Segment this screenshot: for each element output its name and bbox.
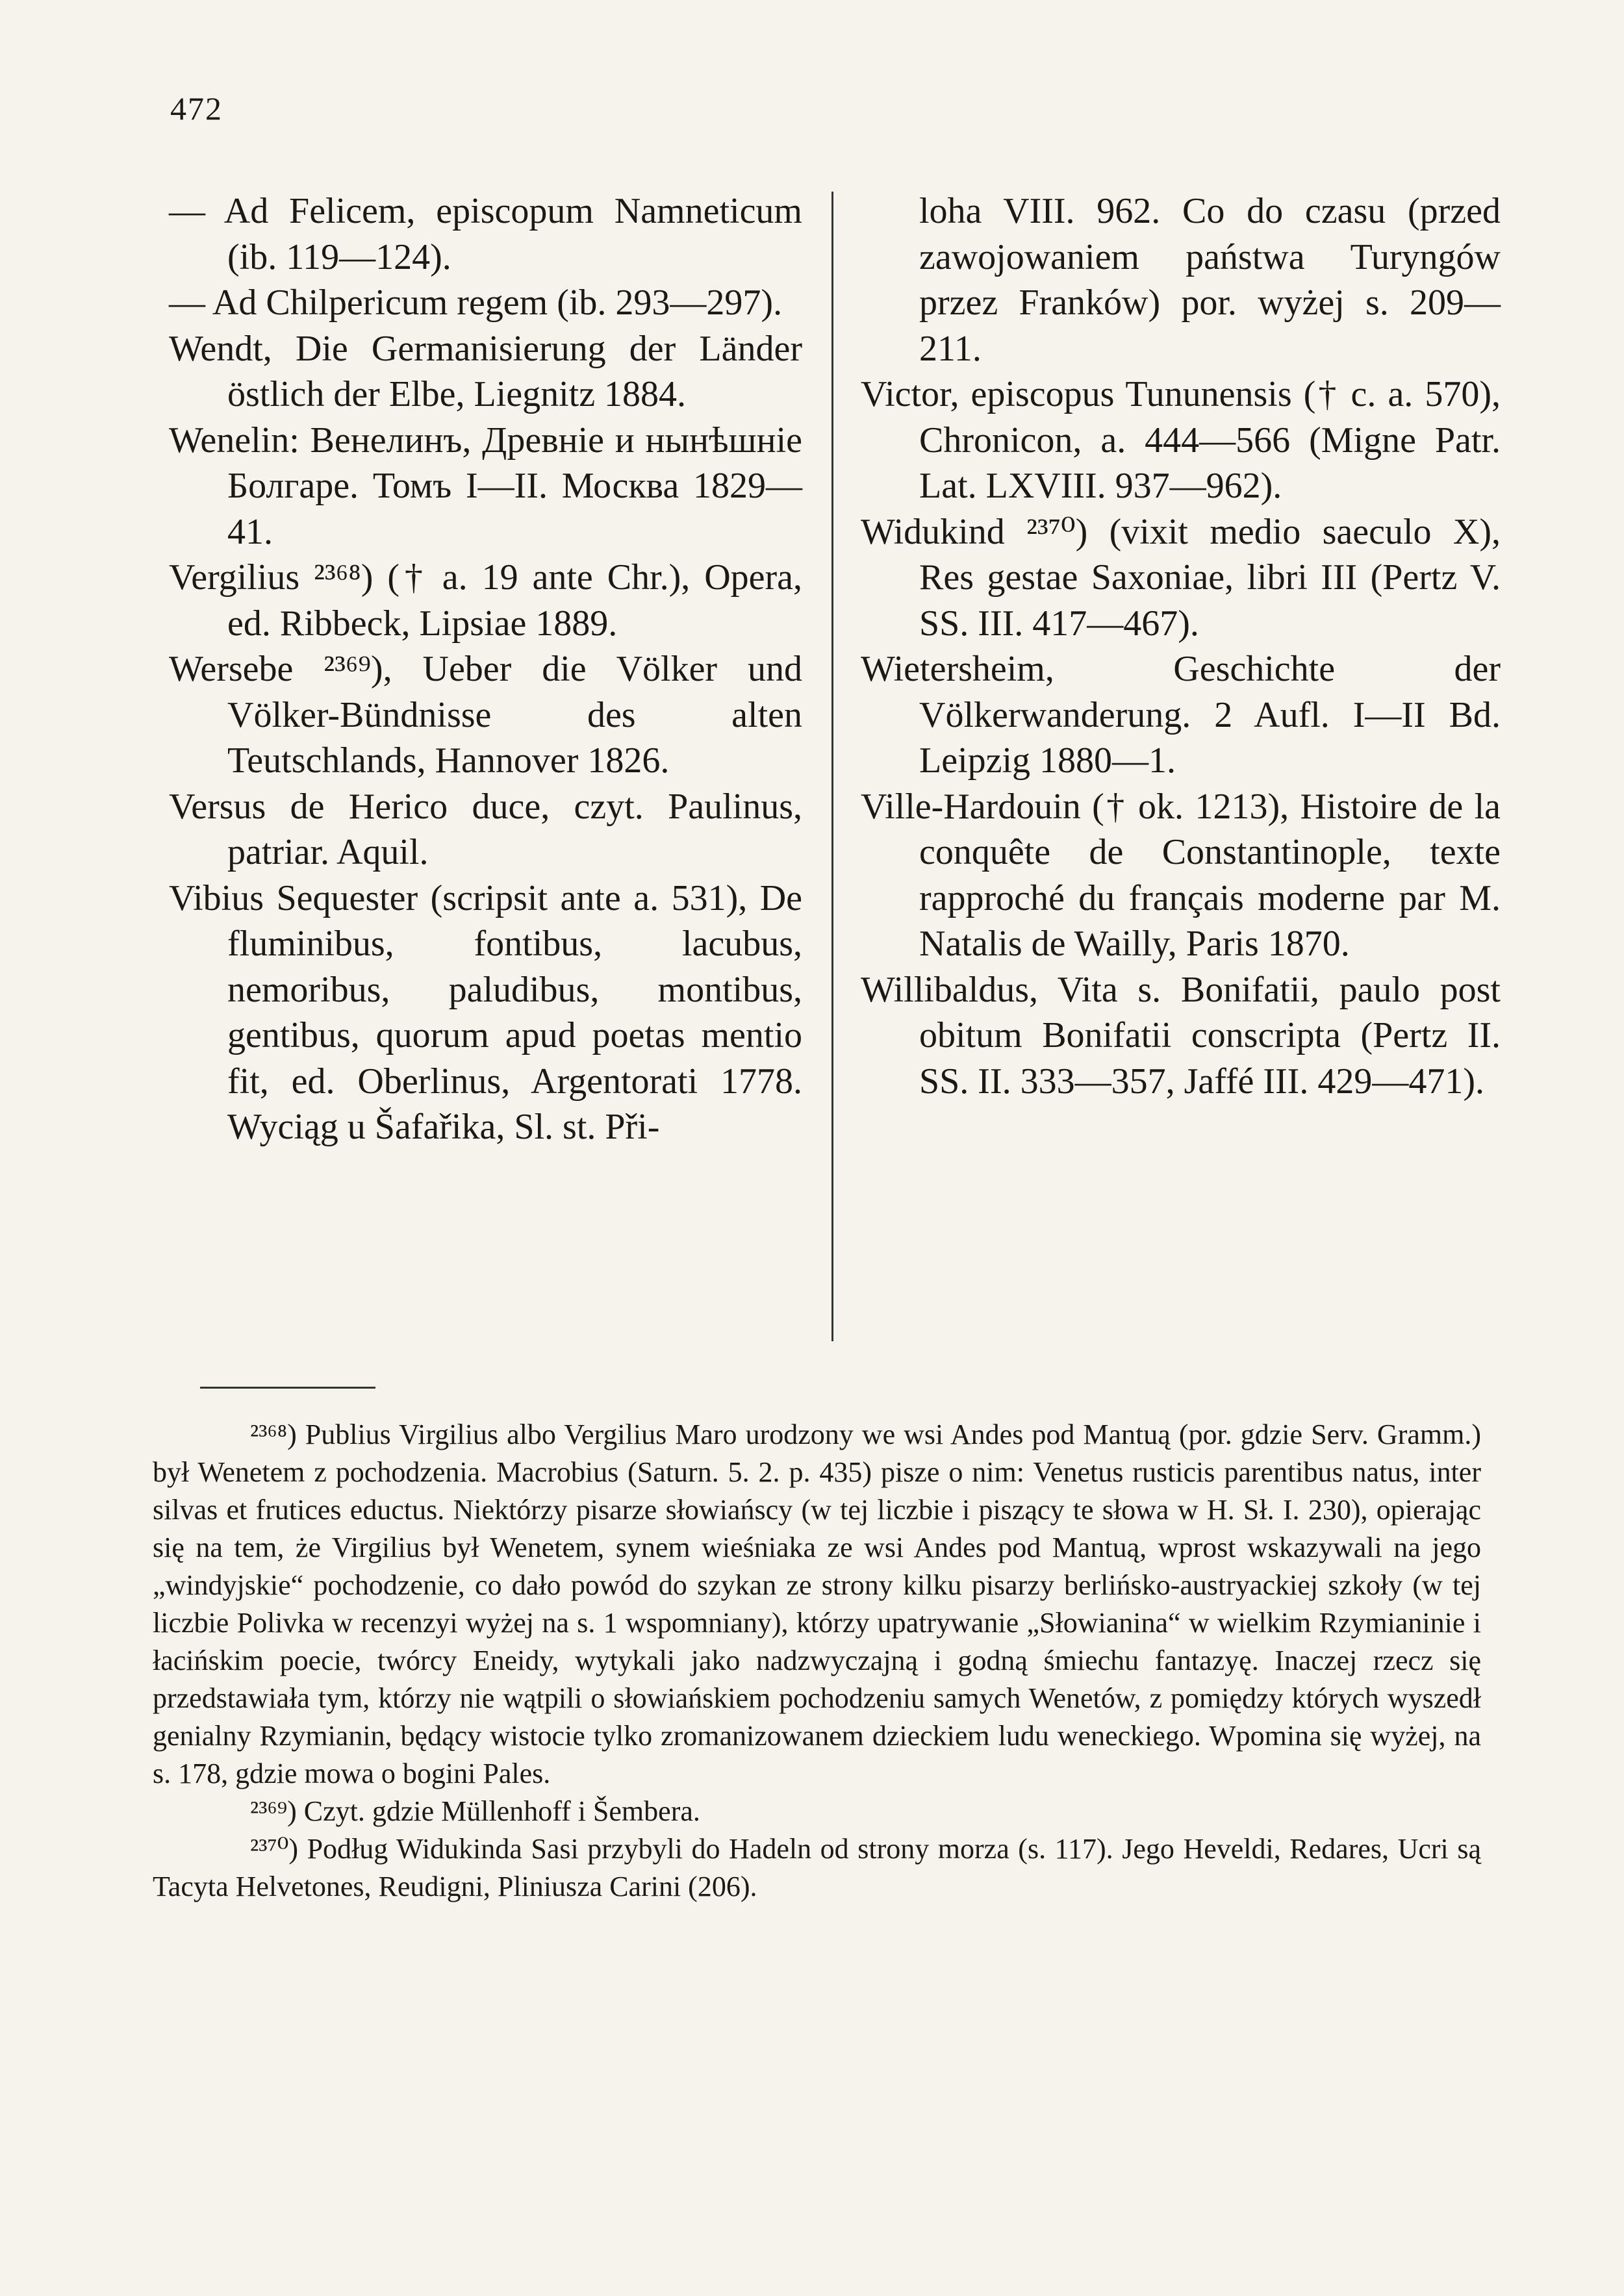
- bibliography-entry: — Ad Chilpericum regem (ib. 293—297).: [169, 283, 783, 323]
- footnote: ²³⁶⁹) Czyt. gdzie Müllenhoff i Šembera.: [250, 1795, 700, 1827]
- footnote: ²³⁶⁸) Publius Virgilius albo Vergilius Maro urodzony we wsi Andes pod Mantuą (por. gdzie Serv. Gramm.) był Wenetem z pochodzenia. Macrobius (Saturn. 5. 2. p. 435) pisze o nim: Venetus rusticis parentibus natus, inter silvas et frutices eductus. Niektórzy pisarze słowiańscy (w tej liczbie i piszący te słowa w H. Sł. I. 230), opierając się na tem, że Virgilius był Wenetem, synem wieśniaka ze wsi Andes pod Mantuą, wprost wskazywali na jego „windyjskie“ pochodzenie, co dało powód do szykan ze strony kilku pisarzy berlińsko-austryackiej szkoły (w tej liczbie Polivka w recenzyi wyżej na s. 1 wspomniany), którzy upatrywanie „Słowianina“ w wielkim Rzymianinie i łacińskim poecie, twórcy Eneidy, wytykali jako nadzwyczajną i godną śmiechu fantazyę. Inaczej rzecz się przedstawiała tym, którzy nie wątpili o słowiańskiem pochodzeniu samych Wenetów, z pomiędzy których wyszedł genialny Rzymianin, będący wistocie tylko zromanizowanem dzieckiem ludu weneckiego. Wpomina się wyżej, na s. 178, gdzie mowa o bogini Pales.: [153, 1419, 1481, 1789]
- bibliography-entry: — Ad Felicem, episcopum Namneticum (ib. 119—124).: [169, 191, 802, 277]
- bibliography-entry: Versus de Herico duce, czyt. Paulinus, patriar. Aquil.: [169, 786, 802, 872]
- footnote-separator: [200, 1387, 375, 1389]
- bibliography-entry: Wendt, Die Germanisierung der Länder östlich der Elbe, Liegnitz 1884.: [169, 328, 802, 414]
- footnotes: [153, 1416, 1481, 1906]
- bibliography-entry: Wietersheim, Geschichte der Völkerwanderung. 2 Aufl. I—II Bd. Leipzig 1880—1.: [861, 649, 1501, 781]
- footnote: ²³⁷⁰) Podług Widukinda Sasi przybyli do Hadeln od strony morza (s. 117). Jego Heveldi, Redares, Ucri są Tacyta Helvetones, Reudigni, Pliniusza Carini (206).: [153, 1833, 1481, 1902]
- left-column: [169, 188, 802, 1150]
- bibliography-entry: Vergilius ²³⁶⁸) († a. 19 ante Chr.), Opera, ed. Ribbeck, Lipsiae 1889.: [169, 557, 802, 644]
- bibliography-entry-continuation: loha VIII. 962. Co do czasu (przed zawojowaniem państwa Turyngów przez Franków) por. wyżej s. 209—211.: [919, 191, 1501, 369]
- bibliography-entry: Victor, episcopus Tununensis († c. a. 570), Chronicon, a. 444—566 (Migne Patr. Lat. LXVIII. 937—962).: [861, 374, 1501, 506]
- column-divider: [831, 192, 833, 1341]
- bibliography-entry: Ville-Hardouin († ok. 1213), Histoire de la conquête de Constantinople, texte rapproché du français moderne par M. Natalis de Wailly, Paris 1870.: [861, 786, 1501, 964]
- bibliography-entry: Widukind ²³⁷⁰) (vixit medio saeculo X), Res gestae Saxoniae, libri III (Pertz V. SS. III. 417—467).: [861, 511, 1501, 644]
- right-column: [861, 188, 1501, 1104]
- bibliography-entry: Willibaldus, Vita s. Bonifatii, paulo post obitum Bonifatii conscripta (Pertz II. SS. II. 333—357, Jaffé III. 429—471).: [861, 969, 1501, 1102]
- page-number: 472: [170, 90, 223, 127]
- bibliography-entry: Wersebe ²³⁶⁹), Ueber die Völker und Völker-Bündnisse des alten Teutschlands, Hannover 1826.: [169, 649, 802, 781]
- bibliography-entry: Vibius Sequester (scripsit ante a. 531), De fluminibus, fontibus, lacubus, nemoribus, paludibus, montibus, gentibus, quorum apud poetas mentio fit, ed. Oberlinus, Argentorati 1778. Wyciąg u Šafařika, Sl. st. Při-: [169, 877, 802, 1147]
- bibliography-entry: Wenelin: Венелинъ, Древніе и нынѣшніе Болгаре. Томъ I—II. Москва 1829—41.: [169, 420, 802, 552]
